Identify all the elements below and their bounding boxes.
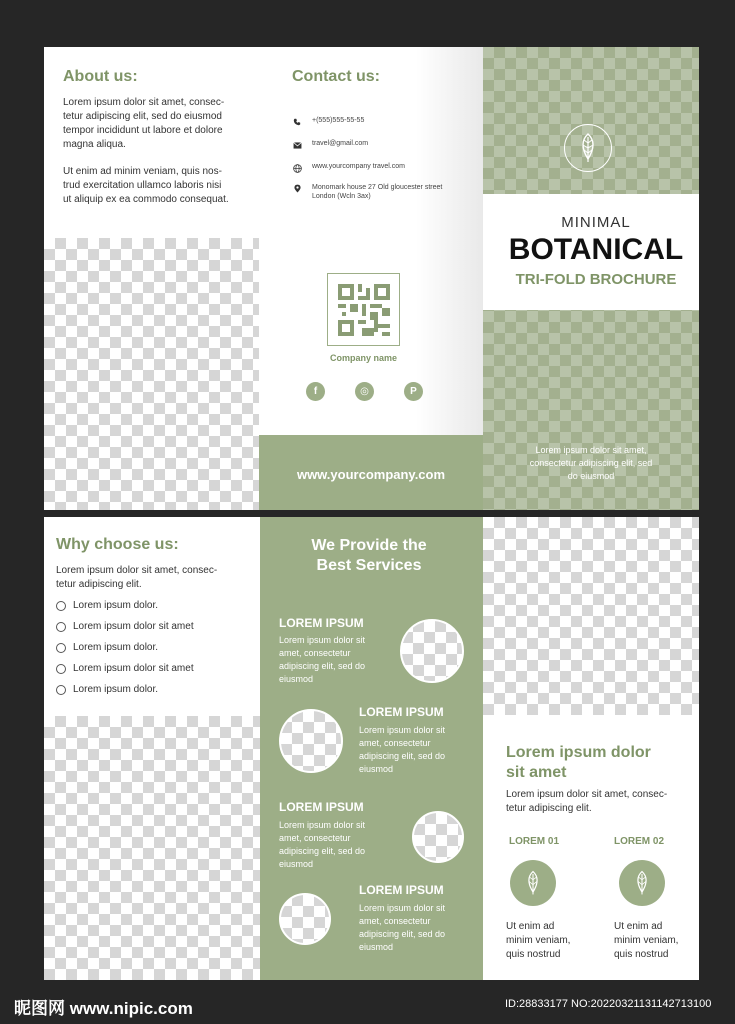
contact-website[interactable]: www.yourcompany travel.com [312, 163, 405, 170]
contact-phone-row [290, 117, 364, 127]
bullet-circle-icon [56, 601, 66, 611]
why-intro: Lorem ipsum dolor sit amet, consec- tetur adipiscing elit. [56, 565, 218, 590]
contact-phone[interactable]: +(555)555-55-55 [312, 117, 365, 124]
column-2-text: Ut enim ad minim veniam, quis nostrud [614, 921, 679, 960]
list-item: Lorem ipsum dolor. [56, 642, 158, 653]
globe-icon [290, 163, 304, 173]
about-paragraph-1: Lorem ipsum dolor sit amet, consec- tetur adipiscing elit, sed do eiusmod tempor incididunt ut labore et dolore magna aliqua. [63, 97, 225, 150]
service-image-3 [412, 811, 464, 863]
cover-subtitle: TRI-FOLD BROCHURE [515, 271, 677, 288]
list-item: Lorem ipsum dolor sit amet [56, 663, 194, 674]
leaf-emblem-icon [564, 124, 612, 172]
footer-url[interactable]: www.yourcompany.com [296, 467, 446, 482]
pattern-block [483, 517, 699, 715]
qr-code-pattern [338, 284, 390, 336]
contact-address: Monomark house 27 Old gloucester street London (Wcln 3ax) [312, 184, 443, 200]
info-title: Lorem ipsum dolor sit amet [506, 744, 651, 781]
watermark-right: ID:28833177 NO:20220321131142713100 [505, 998, 712, 1010]
qr-code[interactable] [327, 273, 400, 346]
list-item: Lorem ipsum dolor. [56, 684, 158, 695]
column-2-title: LOREM 02 [614, 836, 665, 847]
column-1-title: LOREM 01 [509, 836, 560, 847]
service-title-3: LOREM IPSUM [279, 800, 364, 814]
service-text-4: Lorem ipsum dolor sit amet, consectetur adipiscing elit, sed do eiusmod [359, 903, 446, 952]
phone-icon [290, 117, 304, 127]
pattern-block [44, 716, 260, 980]
list-item: Lorem ipsum dolor. [56, 600, 158, 611]
contact-email[interactable]: travel@gmail.com [312, 140, 369, 147]
bullet-circle-icon [56, 622, 66, 632]
cover-bottom-text: Lorem ipsum dolor sit amet, consectetur adipiscing elit, sed do eiusmod [529, 445, 653, 481]
service-image-1 [400, 619, 464, 683]
contact-website-row [290, 163, 405, 173]
watermark-left: 昵图网 www.nipic.com [14, 999, 193, 1018]
service-title-1: LOREM IPSUM [279, 616, 364, 630]
service-text-2: Lorem ipsum dolor sit amet, consectetur adipiscing elit, sed do eiusmod [359, 725, 446, 774]
about-title: About us: [63, 68, 138, 85]
service-text-1: Lorem ipsum dolor sit amet, consectetur adipiscing elit, sed do eiusmod [279, 635, 366, 684]
contact-title: Contact us: [292, 68, 380, 85]
list-item: Lorem ipsum dolor sit amet [56, 621, 194, 632]
leaf-icon [510, 860, 556, 906]
service-image-2 [279, 709, 343, 773]
pattern-block [44, 238, 259, 510]
leaf-icon [619, 860, 665, 906]
facebook-icon[interactable]: f [306, 382, 325, 401]
column-1-text: Ut enim ad minim veniam, quis nostrud [506, 921, 571, 960]
bullet-circle-icon [56, 685, 66, 695]
service-image-4 [279, 893, 331, 945]
service-title-2: LOREM IPSUM [359, 705, 444, 719]
bullet-circle-icon [56, 643, 66, 653]
mail-icon [290, 140, 304, 150]
why-title: Why choose us: [56, 536, 179, 553]
service-text-3: Lorem ipsum dolor sit amet, consectetur adipiscing elit, sed do eiusmod [279, 820, 366, 869]
cover-minimal: MINIMAL [561, 214, 631, 231]
bullet-circle-icon [56, 664, 66, 674]
info-intro: Lorem ipsum dolor sit amet, consec- tetur adipiscing elit. [506, 789, 668, 814]
contact-email-row [290, 140, 368, 150]
instagram-icon[interactable]: ◎ [355, 382, 374, 401]
company-name: Company name [329, 353, 398, 363]
about-paragraph-2: Ut enim ad minim veniam, quis nos- trud exercitation ullamco laboris nisi ut aliquip ex ea commodo consequat. [63, 166, 229, 205]
contact-address-row [290, 183, 442, 201]
cover-botanical: BOTANICAL [508, 233, 684, 266]
location-pin-icon [290, 183, 304, 193]
services-title: We Provide the Best Services [311, 537, 427, 574]
pinterest-icon[interactable]: P [404, 382, 423, 401]
service-title-4: LOREM IPSUM [359, 883, 444, 897]
